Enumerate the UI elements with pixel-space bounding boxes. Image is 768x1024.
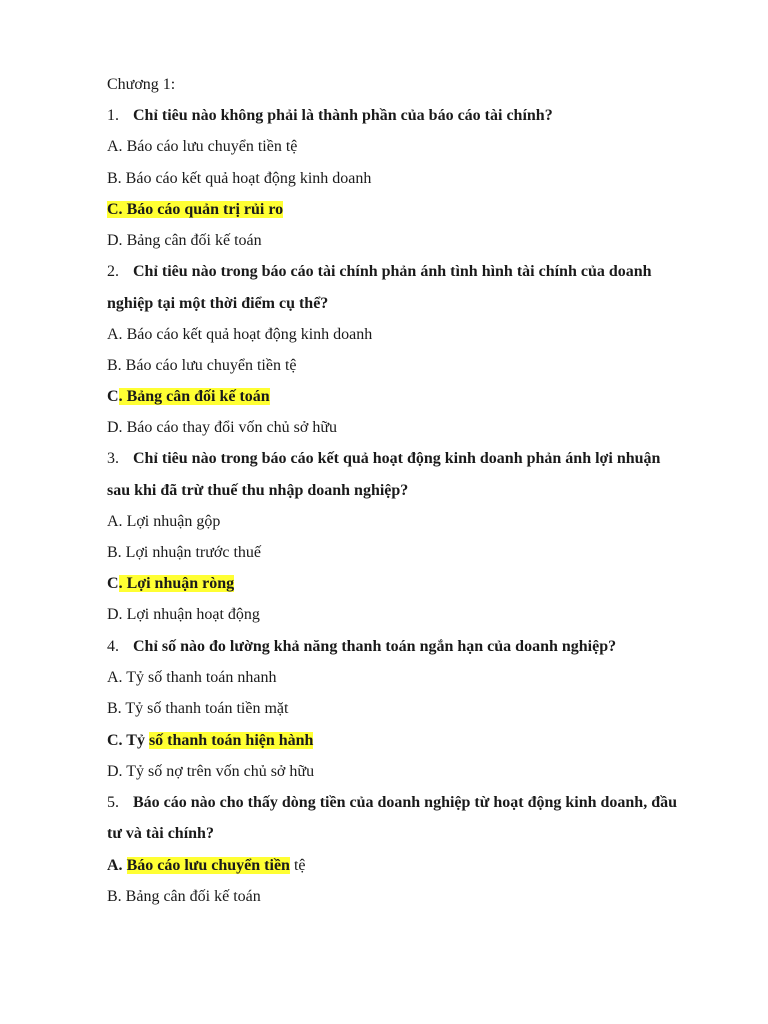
chapter-heading: Chương 1: [107,76,176,93]
option-prefix: A. [107,513,127,530]
option-text: Báo cáo thay đổi vốn chủ sở hữu [126,419,337,436]
option-prefix: A. [107,669,127,686]
question-text: Chỉ tiêu nào trong báo cáo kết quả hoạt động kinh doanh phản ánh lợi nhuận [133,450,661,467]
option-1b [107,169,371,189]
option-4a [107,668,276,688]
option-text: . Lợi nhuận ròng [118,575,235,592]
question-2-cont: nghiệp tại một thời điểm cụ thể? [107,295,329,312]
option-3c-correct [107,574,234,594]
option-2c-correct [107,387,270,407]
option-text: Báo cáo kết quả hoạt động kinh doanh [125,170,372,187]
question-text: Chỉ tiêu nào không phải là thành phần của báo cáo tài chính? [133,107,553,124]
option-prefix: C. [107,201,127,218]
option-5a-correct [107,856,306,876]
option-prefix: B. [107,700,126,717]
option-prefix: B. [107,888,126,905]
option-3a [107,512,220,532]
option-text: Tỷ số thanh toán nhanh [126,669,277,686]
option-text: Tỷ số thanh toán tiền mặt [125,700,289,717]
option-2b [107,356,297,376]
option-prefix: D. [107,763,127,780]
option-text: số thanh toán hiện hành [148,732,314,749]
question-2 [107,262,652,282]
option-prefix: D. [107,232,127,249]
question-text: Báo cáo nào cho thấy dòng tiền của doanh nghiệp từ hoạt động kinh doanh, đầu [133,794,677,811]
option-text: . Bảng cân đối kế toán [118,388,270,405]
option-text: Tỷ số nợ trên vốn chủ sở hữu [126,763,315,780]
option-5b [107,887,261,907]
option-4b [107,699,288,719]
question-3 [107,449,660,469]
option-text: Lợi nhuận gộp [126,513,221,530]
option-4c-correct [107,731,313,751]
question-4 [107,637,616,657]
option-prefix: B. [107,357,126,374]
option-2d [107,418,337,438]
option-prefix: C [107,388,119,405]
question-5 [107,793,677,813]
option-4d [107,762,314,782]
option-text: Báo cáo quản trị rủi ro [126,201,284,218]
option-1d [107,231,262,251]
question-text: Chỉ số nào đo lường khả năng thanh toán ngắn hạn của doanh nghiệp? [133,638,617,655]
option-suffix: tệ [289,857,306,874]
option-1c-correct [107,200,283,220]
option-text: Lợi nhuận trước thuế [125,544,262,561]
option-prefix: B. [107,170,126,187]
question-5-cont: tư và tài chính? [107,825,214,842]
option-1a [107,137,297,157]
option-text: Báo cáo kết quả hoạt động kinh doanh [126,326,373,343]
question-3-cont: sau khi đã trừ thuế thu nhập doanh nghiệp? [107,482,409,499]
question-number: 4. [107,638,119,655]
question-number: 2. [107,263,119,280]
option-prefix: B. [107,544,126,561]
option-3d [107,605,260,625]
option-prefix: A. [107,326,127,343]
option-prefix: D. [107,606,127,623]
option-text: Bảng cân đối kế toán [126,232,262,249]
option-prefix: A. [107,857,127,874]
question-number: 5. [107,794,119,811]
option-prefix: A. [107,138,127,155]
option-prefix: C [107,575,119,592]
option-text: Báo cáo lưu chuyển tiền tệ [125,357,297,374]
option-prefix: C. Tỷ [107,732,149,749]
option-text: Báo cáo lưu chuyển tiền tệ [126,138,298,155]
option-text: Bảng cân đối kế toán [125,888,261,905]
option-2a [107,325,372,345]
question-text: Chỉ tiêu nào trong báo cáo tài chính phản ánh tình hình tài chính của doanh [133,263,652,280]
question-1 [107,106,553,126]
question-number: 1. [107,107,119,124]
option-text: Báo cáo lưu chuyển tiền [126,857,290,874]
option-3b [107,543,261,563]
option-text: Lợi nhuận hoạt động [126,606,260,623]
question-number: 3. [107,450,119,467]
option-prefix: D. [107,419,127,436]
